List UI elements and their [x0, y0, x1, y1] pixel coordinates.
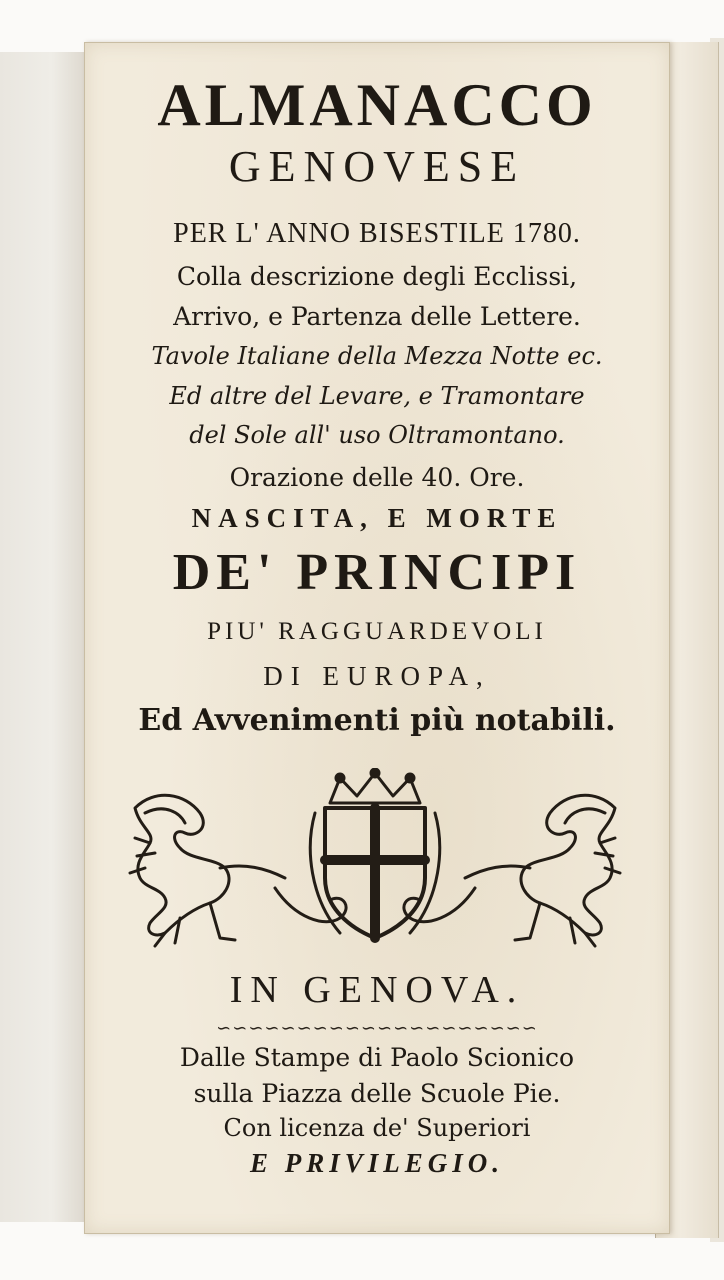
heading-line-2: DE' PRINCIPI: [172, 544, 582, 601]
description-line-3: Tavole Italiane della Mezza Notte ec.: [151, 342, 603, 370]
ornament-divider: ∽∽∽∽∽∽∽∽∽∽∽∽∽∽∽∽∽∽∽∽: [216, 1018, 538, 1039]
description-line-2: Arrivo, e Partenza delle Lettere.: [173, 302, 581, 331]
city-line: IN GENOVA.: [229, 969, 525, 1011]
description-line-5: del Sole all' uso Oltramontano.: [189, 421, 565, 449]
imprint-line-2: sulla Piazza delle Scuole Pie.: [193, 1079, 561, 1108]
imprint-line-1: Dalle Stampe di Paolo Scionico: [179, 1043, 575, 1072]
heading-line-1: NASCITA, E MORTE: [191, 503, 563, 533]
imprint-line-3: Con licenza de' Superiori: [223, 1114, 531, 1142]
heading-line-4: DI EUROPA,: [263, 661, 491, 691]
description-line-1: Colla descrizione degli Ecclissi,: [176, 262, 578, 291]
griffins-with-coat-of-arms-icon: [125, 768, 625, 953]
heading-line-5: Ed Avvenimenti più notabili.: [138, 703, 616, 738]
title-page: [84, 42, 670, 1234]
left-endpaper: [0, 52, 87, 1222]
description-line-4: Ed altre del Levare, e Tramontare: [169, 382, 585, 410]
title-line-2: GENOVESE: [228, 142, 526, 191]
privilege-line: E PRIVILEGIO.: [249, 1148, 505, 1178]
heading-line-3: PIU' RAGGUARDEVOLI: [207, 618, 547, 645]
description-line-6: Orazione delle 40. Ore.: [229, 463, 525, 492]
year-line: PER L' ANNO BISESTILE 1780.: [173, 218, 581, 249]
title-line-1: ALMANACCO: [157, 72, 597, 138]
